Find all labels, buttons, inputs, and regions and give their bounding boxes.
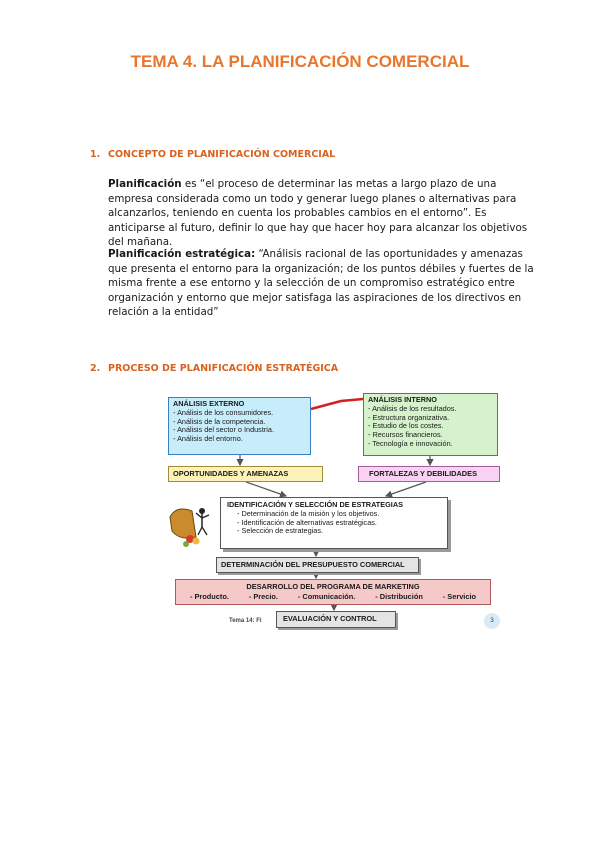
analisis-externo-title: ANÁLISIS EXTERNO bbox=[173, 399, 245, 408]
paragraph-planificacion bbox=[108, 177, 536, 250]
externo-item: - Análisis de los consumidores. bbox=[173, 409, 306, 418]
programa-marketing-box bbox=[175, 579, 491, 605]
definition-planificacion: es “el proceso de determinar las metas a largo plazo de una empresa considerada como un todo y generar luego planes o alternativas para alcanzarlos, teniendo en cuenta los probables cambios en el entorno”. Es anticiparse al futuro, definir lo que hay que hacer hoy para alcanzar los objetivos del mañana. bbox=[108, 178, 528, 248]
externo-item: - Análisis del sector o Industria. bbox=[173, 426, 306, 435]
analisis-interno-title: ANÁLISIS INTERNO bbox=[368, 395, 437, 404]
section-1-number: 1. bbox=[90, 149, 101, 160]
programa-item: - Servicio bbox=[442, 591, 477, 601]
identificacion-item: - Determinación de la misión y los objetivos. bbox=[237, 510, 441, 519]
cornucopia-illustration-icon bbox=[166, 497, 214, 555]
section-1-heading bbox=[90, 149, 335, 160]
page-title: TEMA 4. LA PLANIFICACIÓN COMERCIAL bbox=[130, 52, 470, 71]
slide-footer: Tema 14: Fi bbox=[229, 618, 262, 624]
identificacion-title: IDENTIFICACIÓN Y SELECCIÓN DE ESTRATEGIAS bbox=[227, 500, 403, 509]
programa-item: - Distribución bbox=[375, 591, 423, 601]
slide-page-number: 3 bbox=[484, 613, 500, 629]
section-2-number: 2. bbox=[90, 363, 101, 374]
term-planificacion: Planificación bbox=[108, 178, 182, 190]
section-2-heading bbox=[90, 363, 338, 374]
section-1-title: CONCEPTO DE PLANIFICACIÓN COMERCIAL bbox=[108, 149, 336, 160]
interno-item: - Recursos financieros. bbox=[368, 431, 493, 440]
fortalezas-debilidades-box: FORTALEZAS Y DEBILIDADES bbox=[358, 466, 500, 482]
presupuesto-comercial-box: DETERMINACIÓN DEL PRESUPUESTO COMERCIAL bbox=[216, 557, 419, 573]
analisis-interno-box bbox=[363, 393, 498, 456]
interno-item: - Estructura organizativa. bbox=[368, 414, 493, 423]
red-connector-line bbox=[311, 399, 363, 409]
interno-item: - Tecnología e innovación. bbox=[368, 440, 493, 449]
identificacion-item: - Selección de estrategias. bbox=[237, 527, 441, 536]
paragraph-planificacion-estrategica bbox=[108, 247, 536, 320]
oportunidades-amenazas-box: OPORTUNIDADES Y AMENAZAS bbox=[168, 466, 323, 482]
evaluacion-control-box: EVALUACIÓN Y CONTROL bbox=[276, 611, 396, 628]
section-2-title: PROCESO DE PLANIFICACIÓN ESTRATÉGICA bbox=[108, 363, 339, 374]
externo-item: - Análisis de la competencia. bbox=[173, 418, 306, 427]
externo-item: - Análisis del entorno. bbox=[173, 435, 306, 444]
programa-item: - Producto. bbox=[189, 591, 229, 601]
strategic-planning-diagram bbox=[166, 393, 503, 633]
identificacion-estrategias-box bbox=[220, 497, 448, 549]
term-planificacion-estrategica: Planificación estratégica: bbox=[108, 248, 256, 260]
interno-item: - Análisis de los resultados. bbox=[368, 405, 493, 414]
programa-item: - Precio. bbox=[248, 591, 278, 601]
programa-title: DESARROLLO DEL PROGRAMA DE MARKETING bbox=[246, 582, 420, 591]
identificacion-item: - Identificación de alternativas estratégicas. bbox=[237, 519, 441, 528]
analisis-externo-box bbox=[168, 397, 311, 455]
definition-planificacion-estrategica: “Análisis racional de las oportunidades y amenazas que presenta el entorno para la organización; de los puntos débiles y fuertes de la misma frente a ese entorno y la selección de un compromiso estratégico entre organización y entorno que mejor satisfaga las aspiraciones de los directivos en relación a la entidad” bbox=[108, 248, 534, 318]
programa-item: - Comunicación. bbox=[297, 591, 356, 601]
interno-item: - Estudio de los costes. bbox=[368, 422, 493, 431]
